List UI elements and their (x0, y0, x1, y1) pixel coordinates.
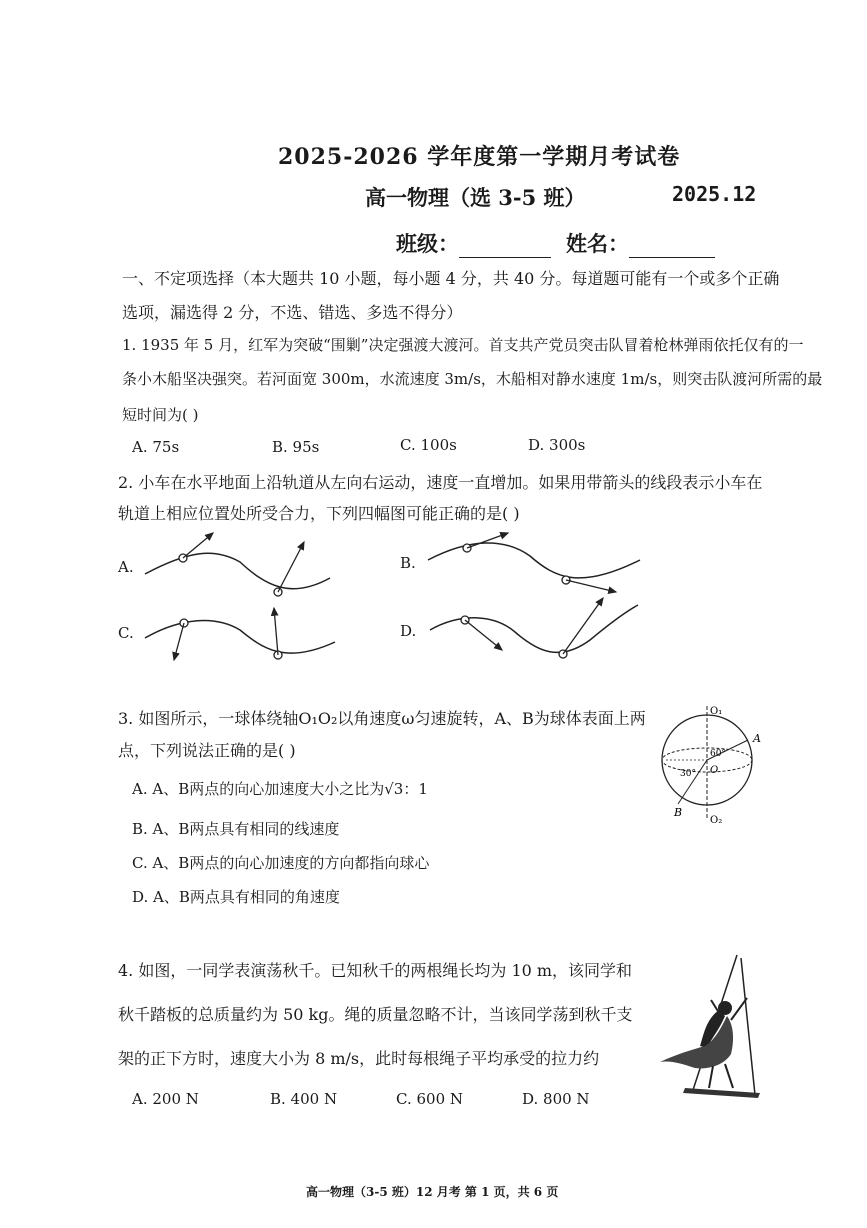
q3-option-a[interactable]: A. A、B两点的向心加速度大小之比为√3：1 (132, 780, 428, 798)
q3-label-60: 60° (710, 749, 726, 759)
exam-subject: 高一物理（选 3-5 班） (365, 185, 586, 210)
q1-line2: 条小木船坚决强突。若河面宽 300m，水流速度 3m/s，木船相对静水速度 1m/s，则突击队渡河所需的最 (122, 370, 823, 388)
q3-label-b: B (674, 806, 683, 819)
q4-line2: 秋千踏板的总质量约为 50 kg。绳的质量忽略不计，当该同学荡到秋千支 (118, 1005, 633, 1024)
q1-option-d[interactable]: D. 300s (528, 436, 586, 454)
class-label: 班级： (396, 231, 459, 256)
page-footer: 高一物理（3-5 班）12 月考 第 1 页，共 6 页 (306, 1185, 559, 1199)
q3-label-a: A (753, 732, 761, 745)
q3-sphere-figure (650, 700, 770, 830)
q4-option-d[interactable]: D. 800 N (522, 1090, 590, 1108)
q3-line2: 点，下列说法正确的是( ) (118, 741, 296, 760)
q1-line3: 短时间为( ) (122, 406, 199, 424)
q3-label-o: O (710, 765, 719, 776)
q2-figure-c (145, 608, 335, 660)
q2-label-a: A. (118, 558, 134, 576)
q4-line3: 架的正下方时，速度大小为 8 m/s，此时每根绳子平均承受的拉力约 (118, 1049, 600, 1068)
q3-option-c[interactable]: C. A、B两点的向心加速度的方向都指向球心 (132, 854, 430, 872)
q1-line1: 1. 1935 年 5 月，红军为突破“围剿”决定强渡大渡河。首支共产党员突击队冒着枪林弹雨依托仅有的一 (122, 336, 804, 354)
q2-label-b: B. (400, 554, 416, 572)
q3-option-d[interactable]: D. A、B两点具有相同的角速度 (132, 888, 340, 906)
q2-label-c: C. (118, 624, 134, 642)
q1-option-c[interactable]: C. 100s (400, 436, 457, 454)
q4-option-c[interactable]: C. 600 N (396, 1090, 464, 1108)
q1-option-b[interactable]: B. 95s (272, 438, 320, 456)
exam-title: 2025-2026 学年度第一学期月考试卷 (278, 144, 681, 170)
section1-line2: 选项，漏选得 2 分，不选、错选、多选不得分） (122, 303, 463, 322)
name-label: 姓名： (566, 231, 629, 256)
q2-line2: 轨道上相应位置处所受合力，下列四幅图可能正确的是( ) (118, 504, 520, 523)
q2-figure-d (430, 598, 638, 658)
q2-figure-b (428, 533, 640, 592)
section1-line1: 一、不定项选择（本大题共 10 小题，每小题 4 分，共 40 分。每道题可能有一个或多个正确 (122, 269, 780, 288)
q2-label-d: D. (400, 622, 417, 640)
q4-option-b[interactable]: B. 400 N (270, 1090, 338, 1108)
q1-option-a[interactable]: A. 75s (132, 438, 180, 456)
q4-option-a[interactable]: A. 200 N (132, 1090, 199, 1108)
q4-line1: 4. 如图，一同学表演荡秋千。已知秋千的两根绳长均为 10 m，该同学和 (118, 961, 633, 980)
exam-date: 2025.12 (672, 182, 757, 206)
q3-label-30: 30° (680, 769, 696, 779)
q3-option-b[interactable]: B. A、B两点具有相同的线速度 (132, 820, 340, 838)
q4-swing-figure (655, 950, 775, 1105)
q3-label-o2: O₂ (710, 815, 723, 826)
q2-line1: 2. 小车在水平地面上沿轨道从左向右运动，速度一直增加。如果用带箭头的线段表示小车在 (118, 473, 763, 492)
q3-line1: 3. 如图所示，一球体绕轴O₁O₂以角速度ω匀速旋转，A、B为球体表面上两 (118, 709, 646, 728)
q2-figure-a (145, 533, 330, 596)
q3-label-o1: O₁ (710, 706, 723, 717)
